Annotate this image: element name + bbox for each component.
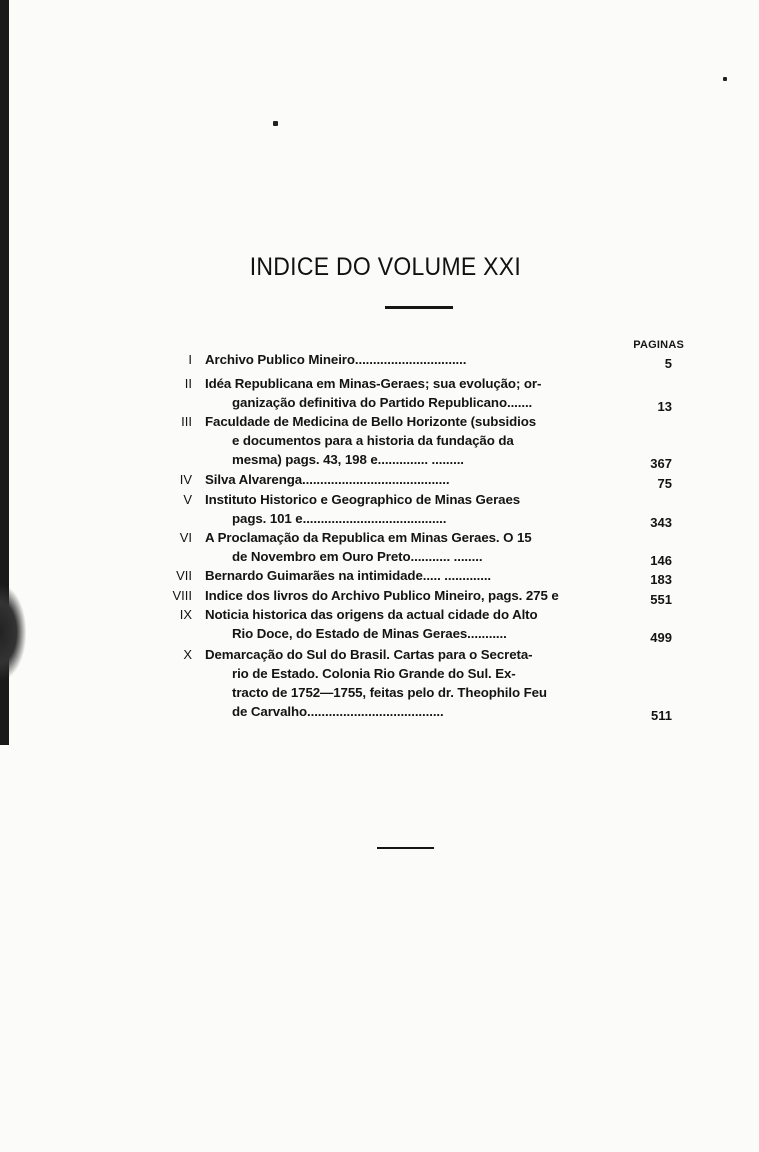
entry-page-number: 75	[657, 476, 672, 491]
entry-page-number: 343	[650, 515, 672, 530]
entry-number: II	[184, 376, 192, 391]
entry-number: VIII	[172, 588, 192, 603]
entry-title	[205, 645, 597, 721]
entry-title-line: de Carvalho......................................	[232, 704, 444, 719]
ink-speck	[723, 77, 727, 81]
entry-title	[205, 470, 597, 489]
entry-number: III	[181, 414, 192, 429]
entry-title-line: Indice dos livros do Archivo Publico Mineiro, pags. 275 e	[205, 588, 559, 603]
pages-column-header: PAGINAS	[633, 339, 684, 351]
entry-page-number: 5	[664, 356, 672, 371]
entry-page-number: 13	[657, 399, 672, 414]
entry-number: VII	[176, 568, 192, 583]
entry-title	[205, 586, 597, 605]
entry-title-line: Faculdade de Medicina de Bello Horizonte (subsidios	[205, 414, 537, 429]
entry-title	[205, 528, 597, 566]
entry-title-line: Silva Alvarenga.........................................	[205, 472, 450, 487]
entry-title-line: pags. 101 e........................................	[232, 511, 447, 526]
entry-title-line: de Novembro em Ouro Preto........... ........	[232, 549, 483, 564]
entry-page-number: 511	[651, 708, 672, 723]
entry-title	[205, 566, 597, 585]
entry-title-line: Bernardo Guimarães na intimidade..... .............	[205, 568, 492, 583]
entry-title-line: Archivo Publico Mineiro...............................	[205, 352, 467, 367]
binding-tear	[0, 585, 26, 680]
entry-page-number: 146	[650, 553, 672, 568]
entry-number: I	[188, 352, 192, 367]
entry-number: IV	[179, 472, 192, 487]
entry-number: X	[183, 647, 192, 662]
entry-title-line: Rio Doce, do Estado de Minas Geraes...........	[232, 626, 507, 641]
entry-title	[205, 605, 597, 643]
entry-title-line: rio de Estado. Colonia Rio Grande do Sul. Ex-	[232, 666, 516, 681]
page-title: INDICE DO VOLUME XXI	[249, 253, 522, 281]
entry-number: IX	[179, 607, 192, 622]
entry-title	[205, 374, 597, 412]
closing-rule	[377, 847, 434, 849]
entry-page-number: 499	[650, 630, 672, 645]
entry-number: VI	[179, 530, 192, 545]
title-rule	[385, 306, 453, 309]
entry-page-number: 183	[650, 572, 672, 587]
entry-title-line: Noticia historica das origens da actual cidade do Alto	[205, 607, 538, 622]
entry-page-number: 367	[650, 456, 672, 471]
entry-title-line: A Proclamação da Republica em Minas Geraes. O 15	[205, 530, 532, 545]
entry-title	[205, 490, 597, 528]
entry-title-line: mesma) pags. 43, 198 e.............. .........	[232, 452, 464, 467]
entry-title-line: e documentos para a historia da fundação da	[232, 433, 514, 448]
entry-number: V	[183, 492, 192, 507]
entry-title-line: Instituto Historico e Geographico de Minas Geraes	[205, 492, 521, 507]
entry-title-line: tracto de 1752—1755, feitas pelo dr. Theophilo Feu	[232, 685, 547, 700]
ink-speck	[273, 121, 278, 126]
entry-title	[205, 350, 597, 369]
entry-title	[205, 412, 597, 469]
entry-title-line: Idéa Republicana em Minas-Geraes; sua evolução; or-	[205, 376, 542, 391]
entry-title-line: Demarcação do Sul do Brasil. Cartas para o Secreta-	[205, 647, 533, 662]
entry-title-line: ganização definitiva do Partido Republicano.......	[232, 395, 533, 410]
entry-page-number: 551	[650, 592, 672, 607]
